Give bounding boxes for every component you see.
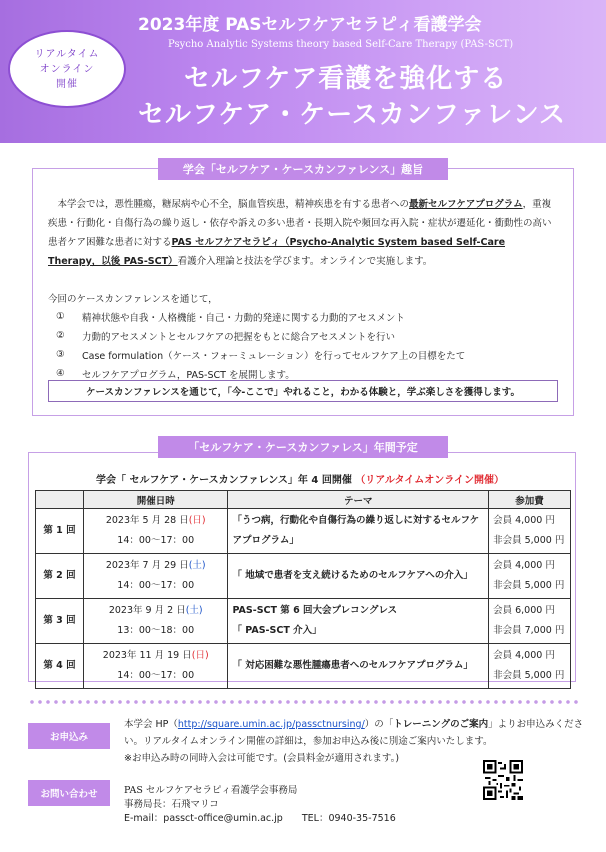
item-text: セルフケアプログラム，PAS-SCT を展開します。 (82, 369, 295, 381)
theme-cell: 「うつ病，行動化や自傷行為の繰り返しに対するセルフケアプログラム」 (228, 509, 489, 554)
summary-box: ケースカンファレンスを通じて，「今-ここで」やれること，わかる体験と，学ぶ楽しさを獲得します。 (48, 380, 558, 402)
item-text: Case formulation（ケース・フォーミュレーション）を行ってセルフケア上の目標をたて (82, 350, 466, 362)
points-list (56, 307, 556, 383)
badge-line-2: オンライン (39, 63, 95, 75)
member-fee: 会員 4,000 円 (493, 560, 555, 571)
dotted-divider (28, 700, 578, 704)
theme-cell: 「 地域で患者を支え続けるためのセルフケアへの介入」 (228, 554, 489, 599)
nonmember-fee: 非会員 7,000 円 (493, 625, 565, 636)
badge-line-3: 開催 (56, 78, 78, 90)
apply-mid: ）の「 (364, 719, 394, 730)
col-date: 開催日時 (84, 491, 228, 509)
schedule-title: 「セルフケア・ケースカンファレス」年間予定 (158, 436, 448, 458)
apply-pre: 本学会 HP（ (124, 719, 178, 730)
header-banner (0, 0, 606, 143)
time-text: 13：00～18：00 (117, 625, 195, 636)
member-fee: 会員 4,000 円 (493, 650, 555, 661)
list-item (56, 345, 556, 364)
intro-text-1: 本学会では，悪性腫瘍，糖尿病や心不全，脳血管疾患，精神疾患を有する患者への (57, 199, 410, 210)
table-row (36, 644, 571, 689)
intro-highlight-2: PAS セルフケアセラピィ（Psycho-Analytic System based Self-Care Therapy，以後 PAS-SCT） (48, 237, 506, 267)
day-of-week: (日) (188, 515, 206, 526)
date-text: 2023年 9 月 2 日 (108, 605, 186, 616)
intro-highlight-1: 最新セルフケアプログラム (409, 199, 523, 210)
fee-cell (489, 554, 571, 599)
qr-code-icon[interactable] (483, 760, 523, 800)
catchphrase-line-2: セルフケア・ケースカンファレンス (138, 100, 566, 130)
table-row (36, 599, 571, 644)
contact-line (124, 812, 396, 826)
intro-text-3: 看護介入理論と技法を学びます。オンラインで実施します。 (177, 256, 433, 267)
schedule-table (35, 490, 571, 689)
table-row (36, 554, 571, 599)
catchphrase-line-1: セルフケア看護を強化する (184, 64, 508, 94)
fee-cell (489, 509, 571, 554)
round-cell: 第 3 回 (36, 599, 84, 644)
time-text: 14：00～17：00 (117, 580, 195, 591)
round-cell: 第 4 回 (36, 644, 84, 689)
apply-bold: トレーニングのご案内 (393, 719, 489, 730)
round-cell: 第 1 回 (36, 509, 84, 554)
day-of-week: (日) (191, 650, 209, 661)
time-text: 14：00～17：00 (117, 670, 195, 681)
day-of-week: (土) (185, 605, 203, 616)
contact-tag: お問い合わせ (28, 780, 110, 806)
contact-org: PAS セルフケアセラピィ看護学会事務局 (124, 785, 298, 796)
date-cell (84, 599, 228, 644)
col-theme: テーマ (228, 491, 489, 509)
apply-note: ※お申込み時の同時入会は可能です。(会員料金が適用されます。) (124, 753, 400, 764)
list-item (56, 307, 556, 326)
member-fee: 会員 4,000 円 (493, 515, 555, 526)
nonmember-fee: 非会員 5,000 円 (493, 670, 565, 681)
item-number: ① (56, 311, 65, 322)
schedule-heading (40, 471, 560, 486)
contact-info (124, 784, 396, 826)
nonmember-fee: 非会員 5,000 円 (493, 580, 565, 591)
fee-cell (489, 599, 571, 644)
apply-tag: お申込み (28, 723, 110, 749)
date-text: 2023年 5 月 28 日 (105, 515, 189, 526)
contact-manager: 事務局長：石飛マリコ (124, 799, 219, 810)
round-cell: 第 2 回 (36, 554, 84, 599)
item-text: 力動的アセスメントとセルフケアの把握をもとに総合アセスメントを行い (82, 331, 396, 343)
apply-post: 」よりお申込みください。リアルタイムオンライン開催の詳細は，参加お申込み後に別途ご案内いたします。 (124, 719, 584, 747)
nonmember-fee: 非会員 5,000 円 (493, 535, 565, 546)
member-fee: 会員 6,000 円 (493, 605, 555, 616)
time-text: 14：00～17：00 (117, 535, 195, 546)
contact-email[interactable]: E-mail：passct-office@umin.ac.jp (124, 813, 283, 824)
badge-line-1: リアルタイム (34, 48, 100, 60)
intro-text-2: ，重複疾患・行動化・自傷行為の繰り返し・依存や訴えの多い患者・長期入院や頻回な再入院・症状が遷延化・衝動性の高い患者ケア困難な患者に対する (48, 199, 552, 248)
realtime-online-badge (8, 30, 126, 108)
homepage-link[interactable]: http://square.umin.ac.jp/passctnursing/ (177, 719, 365, 730)
purpose-paragraph (48, 195, 560, 271)
item-text: 精神状態や自我・人格機能・自己・力動的発達に関する力動的アセスメント (82, 312, 405, 324)
date-text: 2023年 11 月 19 日 (102, 650, 192, 661)
date-cell (84, 644, 228, 689)
date-cell (84, 554, 228, 599)
page-subtitle: Psycho Analytic Systems theory based Self-Care Therapy (PAS-SCT) (168, 39, 514, 50)
col-fee: 参加費 (489, 491, 571, 509)
col-round (36, 491, 84, 509)
page-title: 2023年度 PASセルフケアセラピィ看護学会 (138, 15, 482, 35)
realtime-label: （リアルタイムオンライン開催） (355, 475, 505, 486)
fee-cell (489, 644, 571, 689)
table-row (36, 509, 571, 554)
schedule-heading-text: 学会「 セルフケア・ケースカンファレンス」年 4 回開催 (95, 475, 352, 486)
day-of-week: (土) (188, 560, 206, 571)
theme-cell: PAS-SCT 第 6 回大会プレコングレス 「 PAS-SCT 介入」 (228, 599, 489, 644)
theme-cell: 「 対応困難な悪性腫瘍患者へのセルフケアプログラム」 (228, 644, 489, 689)
contact-tel: TEL：0940-35-7516 (301, 813, 396, 824)
list-item (56, 326, 556, 345)
points-lead: 今回のケースカンファレンスを通じて， (48, 294, 218, 305)
date-text: 2023年 7 月 29 日 (105, 560, 189, 571)
item-number: ③ (56, 349, 65, 360)
item-number: ② (56, 330, 65, 341)
date-cell (84, 509, 228, 554)
item-number: ④ (56, 368, 65, 379)
purpose-title: 学会「セルフケア・ケースカンファレンス」趣旨 (158, 158, 448, 180)
